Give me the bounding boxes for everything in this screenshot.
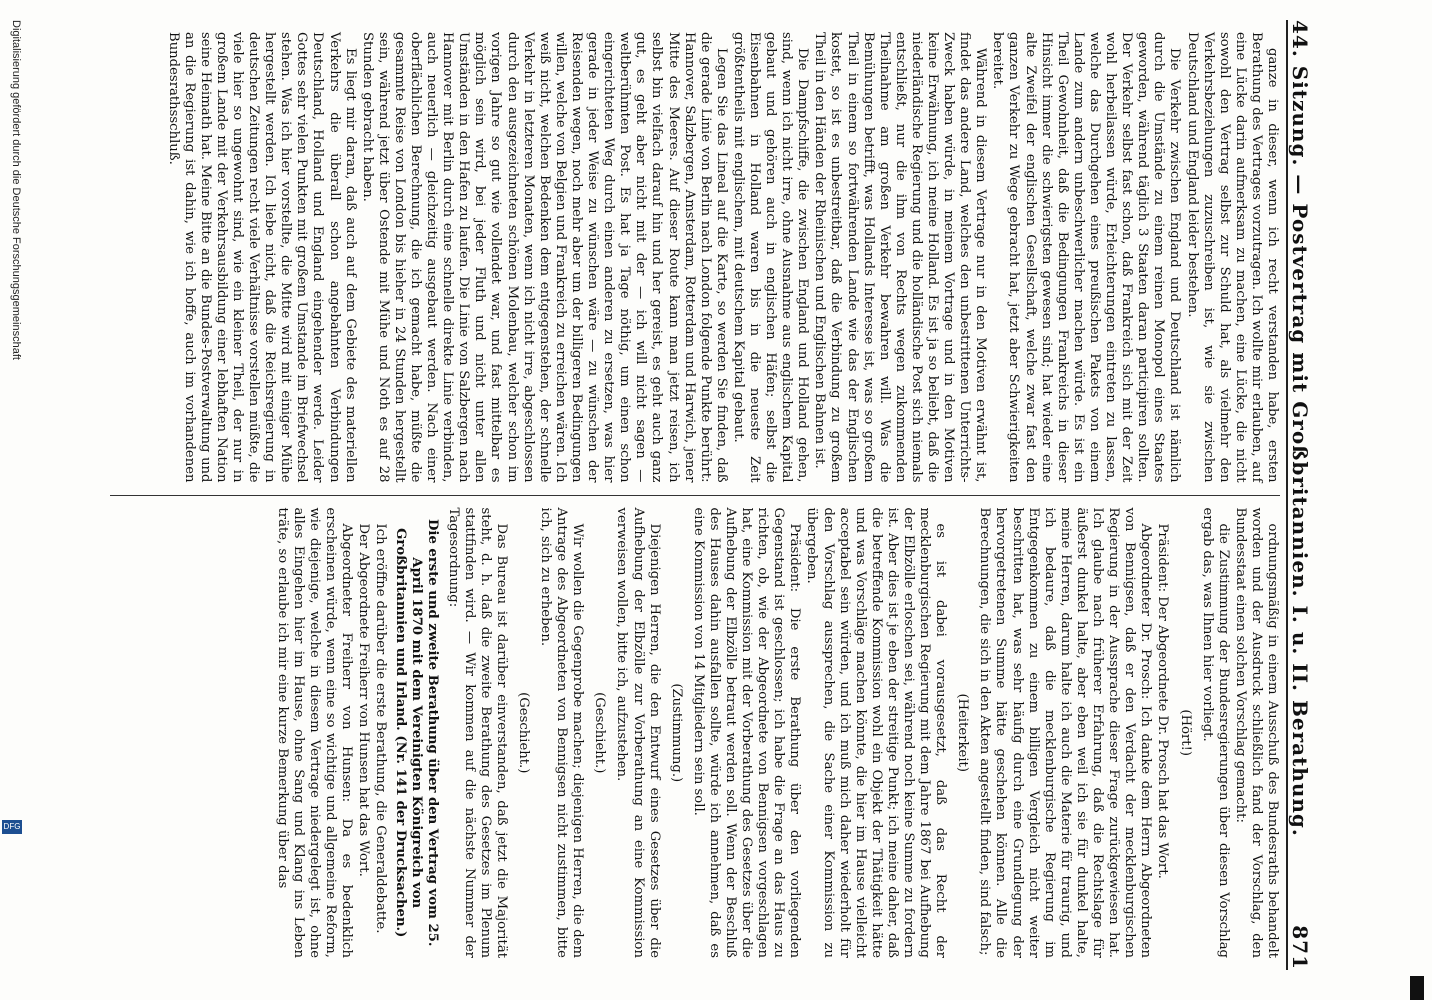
paragraph: (Geschieht.) — [592, 692, 608, 774]
left-column — [110, 496, 1280, 971]
paragraph: Die Verkehr zwischen England und Deutschland ist nämlich durch die Umstände zu einem reinen Monopol eines Staates geworden, während täglich 3 Staaten daran participiren sollten. Der Verkehr selbst fast schon, daß Frankreich sich mit der Zeit wohl herbeilassen würde, Erleichterungen eintreten zu lassen, welche das Durchgehen eines preußischen Pakets von einem Lande zum andern unbeschwerlicher machen würde. Es ist ein Theil Gewohnheit, daß die Bedingungen Frankreichs in dieser Hinsicht immer die schwierigsten gewesen sind; hat wieder eine alte Zweifel der englischen Gesellschaft, welche zwar fast den ganzen Verkehr zu Wege gebracht hat, jetzt aber Schwierigkeiten bereitet. — [990, 32, 1183, 483]
paragraph: Die Dampfschiffe, die zwischen England und Holland gehen, sind, wenn ich nicht irre, ohne Ausnahme aus englischem Kapital gebaut und gehören auch in englischen Häfen; selbst die Eisenbahnen in Holland waren bis in die neueste Zeit größtentheils mit englischem, mit deutschem Kapital gebaut. — [730, 32, 811, 483]
paragraph: ordnungsmäßig in einem Ausschuß des Bundesraths behandelt worden und der Ausdruck schließlich fand der Vorschlag, den Bundesstaat einen solchen Vorschlag gemacht: — [1232, 507, 1280, 958]
paragraph: (Hört!) — [1177, 709, 1193, 757]
paragraph: Diejenigen Herren, die den Entwurf eines Gesetzes über die Aufhebung der Elbzölle zur Vorberathung an eine Kommission verweisen wollen, bitte ich, aufzustehen. — [614, 507, 662, 958]
rotated-page-content — [80, 0, 1370, 1000]
paragraph: Präsident: Die erste Berathung über den vorliegenden Gegenstand ist geschlossen; ich habe die Frage an das Haus zu richten, ob, wie der Abgeordnete von Bennigsen vorgeschlagen hat, eine Kommission mit der Vorberathung des Gesetzes über die Aufhebung der Elbzölle betraut werden soll. Wenn der Beschluß des Hauses dahin ausfallen sollte, würde ich annehmen, daß es eine Kommission von 14 Mitgliedern sein soll. — [690, 507, 803, 958]
paragraph: (Zustimmung.) — [668, 683, 684, 783]
paragraph: Abgeordneter Freiherr von Hunsen: Da es bedenklich erscheinen würde, wenn eine so wichtige und allgemeine Reform, wie diejenige, welche in diesem Vertrage niedergelegt ist, ohne alles Eingehen hier im Hause, ohne Sang und Klang ins Leben träte, so erlaube ich mir eine kurze Bemerkung über das — [274, 507, 355, 958]
paragraph: Es liegt mir daran, daß auch auf dem Gebiete des materiellen Verkehrs die überall schon angebahnten Verbindungen Deutschland, Holland und England eingehender werde. Leider Gottes sehr vielen Punkten mit großem Umstande im Briefwechsel stehen. Was ich hier vorstellte, die Mitte wird mit einiger Mühe hergestellt werden. Ich liebe nicht, daß die Reichsregierung in deutschen Zeitungen recht viele Verhältnisse vorstellen müßte, die viele hier so ungewohnt sind, wie ein kleiner Theil, der nur in großem Lande mit der Verkehrsausbildung einer lebhaften Nation seine Heimath hat. Meine Bitte an die Bundes-Postverwaltung und an die Regierung ist dahin, wie ich hoffe, auch im vorhandenen Bundesrathsschluß. — [165, 32, 358, 483]
running-title: 44. Sitzung. — Postvertrag mit Großbritannien. I. u. II. Berathung. — [1288, 20, 1312, 837]
page-number: 871 — [1288, 925, 1312, 970]
paragraph: Während in diesem Vertrage nur in den Motiven erwähnt ist, findet das andere Land, welches den unbestrittenen Unterrichts-Zweck haben würde, in meinem Vortrage und in den Motiven keine Erwähnung, ich meine Holland. Es ist ja so beliebt, daß die niederländische Regierung und die holländische Post sich niemals entschließt, nur die ihm von Rechts wegen zukommenden Theilnahme am großen Verkehr bewahren will. Was die Bemühungen betrifft, was Hollands Interesse ist, was so großem Theil in einem so fortwährenden Lande wie das der Englischen kostet, so ist es unbestreitbar, daß die Verbindung zu großem Theil in den Händen der Rheinischen und Englischen Bahnen ist. — [812, 32, 989, 483]
paragraph: es ist dabei vorausgesetzt, daß das Recht der mecklenburgischen Regierung mit dem Jahre 1867 bei Aufhebung der Elbzölle erloschen sei, während noch keine Summe zu fordern ist. Aber dies ist je eben der streitige Punkt; ich meine daher, daß die betreffende Kommission wohl ein Objekt der Thätigkeit hätte und was Vorschläge machen könnte, die hier im Hause vielleicht acceptabel sein würden, und ich muß mich daher wiederholt für den Vorschlag aussprechen, die Sache einer Kommission zu übergeben. — [804, 507, 949, 958]
digitization-credit — [8, 20, 22, 810]
paragraph: Ich eröffne darüber die erste Berathung, die Generaldebatte. — [373, 523, 389, 934]
text-columns — [110, 20, 1280, 970]
paragraph: Präsident: Der Abgeordnete Dr. Prosch hat das Wort. — [1155, 523, 1171, 879]
paragraph: Wir wollen die Gegenprobe machen; diejenigen Herren, die dem Antrage des Abgeordneten von Bennigsen nicht zustimmen, bitte ich, sich zu erheben. — [538, 507, 586, 958]
paragraph: Das Bureau ist darüber einverstanden, daß jetzt die Majorität steht, d. h. daß die zweite Berathung des Gesetzes im Plenum stattfinden wird. — Wir kommen auf die nächste Nummer der Tagesordnung: — [445, 507, 509, 958]
page-header — [1286, 20, 1328, 970]
paragraph: Der Abgeordnete Freiherr von Hunsen hat das Wort. — [356, 523, 372, 877]
paragraph: Abgeordneter Dr. Prosch: Ich danke dem Herrn Abgeordneten von Bennigsen, daß er den Verdacht der mecklenburgischen Regierung in der Aussprache dieser Frage zurückgewiesen hat. Ich glaube nach früherer Erfahrung, daß die Rechtslage für äußerst dunkel halte, aber eben weil ich sie für dunkel halte, meine Herren, darum halte ich auch die Materie für traurig, und ich bedaure, daß die mecklenburgische Regierung im Entgegenkommen zu einem billigen Vergleich nicht weiter beschritten hat, was sehr häufig durch eine Grundlegung der hervorgetretenen Summe hätte geschehen können. Alle die Berechnungen, die sich in den Akten angestellt finden, sind falsch; — [977, 507, 1154, 958]
paragraph: ganze in dieser, wenn ich recht verstanden habe, ersten Berathung des Vertrages vorzutragen. Ich wollte mir erlauben, auf eine Lücke darin aufmerksam zu machen, eine Lücke, die nicht sowohl den Vertrag selbst zur Schuld hat, als vielmehr den Verkehrsbeziehungen zuzuschreiben ist, wie sie zwischen Deutschland und England leider bestehen. — [1184, 32, 1280, 483]
paragraph: Die erste und zweite Berathung über den Vertrag vom 25. April 1870 mit dem Vereinigten Königreich von Großbritannien und Irland. (Nr. 141 der Drucksachen.) — [393, 519, 441, 947]
scan-edge-mark — [1410, 976, 1424, 1000]
paragraph: die Zustimmung der Bundesregierungen über diesen Vorschlag ergab das, was Ihnen hier vorliegt. — [1199, 507, 1231, 958]
paragraph: (Geschieht.) — [515, 692, 531, 774]
dfg-logo: DFG — [2, 820, 22, 834]
paragraph: (Heiterkeit) — [955, 693, 971, 773]
right-column — [110, 20, 1280, 495]
digitization-credit-text: Digitalisierung gefördert durch die Deutsche Forschungsgemeinschaft — [10, 20, 22, 360]
paragraph: Legen Sie das Lineal auf die Karte, so werden Sie finden, daß die gerade Linie von Berlin nach London folgende Punkte berührt: Hannover, Salzbergen, Amsterdam, Rotterdam und Harwich, jener Mitte des Meeres. Auf dieser Route kann man jetzt reisen, ich selbst bin vielfach darauf hin und her gereist, es geht auch ganz gut, es geht aber nicht mit der — ich will nicht sagen — weltberühmten Post. Es hat ja Tage nöthig, um einen schon eingerichteten Weg durch einen anderen zu ersetzen, was hier gerade in jeder Weise zu wünschen wäre — zu wünschen der Reisenden wegen, noch mehr aber um der billigeren Bedingungen willen, welche von Belgien und Frankreich zu erreichen wären. Ich weiß nicht, welchen Bedenken dem entgegenstehen, der schnelle Verkehr in letzteren Monaten, wenn ich nicht irre, abgeschlossen durch den ausgezeichneten schönen Molenbau, welcher schon im vorigen Jahre so gut wie vollendet war, und fast mittelbar es möglich sein wird, bei jeder Fluth und nicht unter allen Umständen in den Hafen zu laufen. Die Linie von Salzbergen nach Hannover mit Berlin durch eine schnelle direkte Linie verbinden, auch neuerlich — gleichzeitig ausgebaut werden. Nach einer oberflächlichen Berechnung, die ich gemacht habe, müßte die gesammte Reise von London bis hieher in 24 Stunden hergestellt sein, während jetzt über Ostende mit Mühe und Noth es auf 28 Stunden gebracht haben. — [359, 32, 729, 483]
